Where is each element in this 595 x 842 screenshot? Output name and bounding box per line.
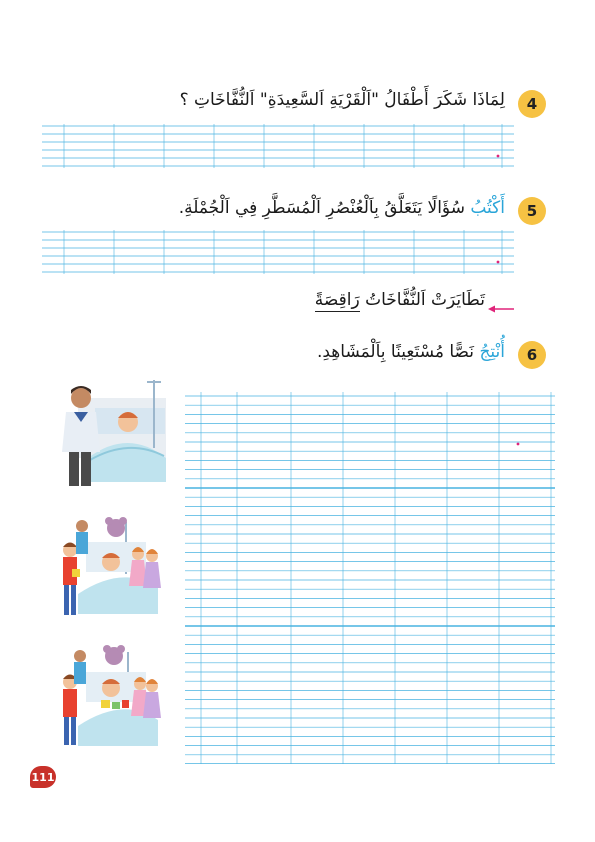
- question-5-verb: أَكْتُبُ: [470, 198, 505, 218]
- underlined-word: رَاقِصَةً: [314, 290, 360, 310]
- scene-children-visit: [56, 514, 166, 628]
- question-6-body: نَصًّا مُسْتَعِينًا بِاَلْمَشَاهِدِ.: [316, 342, 475, 362]
- pointer-arrow-icon: [488, 300, 514, 319]
- writing-lines-q4[interactable]: [42, 124, 514, 168]
- question-number-badge: 4: [518, 90, 546, 118]
- question-5-body: سُؤَالًا يَتَعَلَّقُ بِاَلْعُنْصُرِ اَلْمُسَطَّرِ فِي اَلْجُمْلَةِ.: [178, 198, 465, 218]
- question-4-body: لِمَاذَا شَكَرَ أَطْفَالُ "اَلْقَرْيَةِ اَلسَّعِيدَةِ" اَلنُّفَّاخَاتِ ؟: [179, 90, 505, 110]
- question-5-text: [179, 198, 505, 218]
- writing-lines-q5[interactable]: [42, 230, 514, 274]
- question-number-badge: 5: [518, 197, 546, 225]
- scene-father-visit: [60, 378, 170, 492]
- question-number-badge: 6: [518, 341, 546, 369]
- example-sentence: [315, 290, 485, 310]
- example-sentence-start: تَطَايَرَتْ اَلنُّفَّاخَاتُ: [359, 290, 485, 310]
- question-6-verb: أُنْتِجُ: [479, 342, 505, 362]
- question-4-text: [180, 90, 505, 110]
- writing-area-q6[interactable]: [185, 392, 555, 764]
- page-number: 111: [30, 766, 56, 788]
- scene-children-gifts: [56, 642, 166, 756]
- question-6-text: [317, 342, 505, 362]
